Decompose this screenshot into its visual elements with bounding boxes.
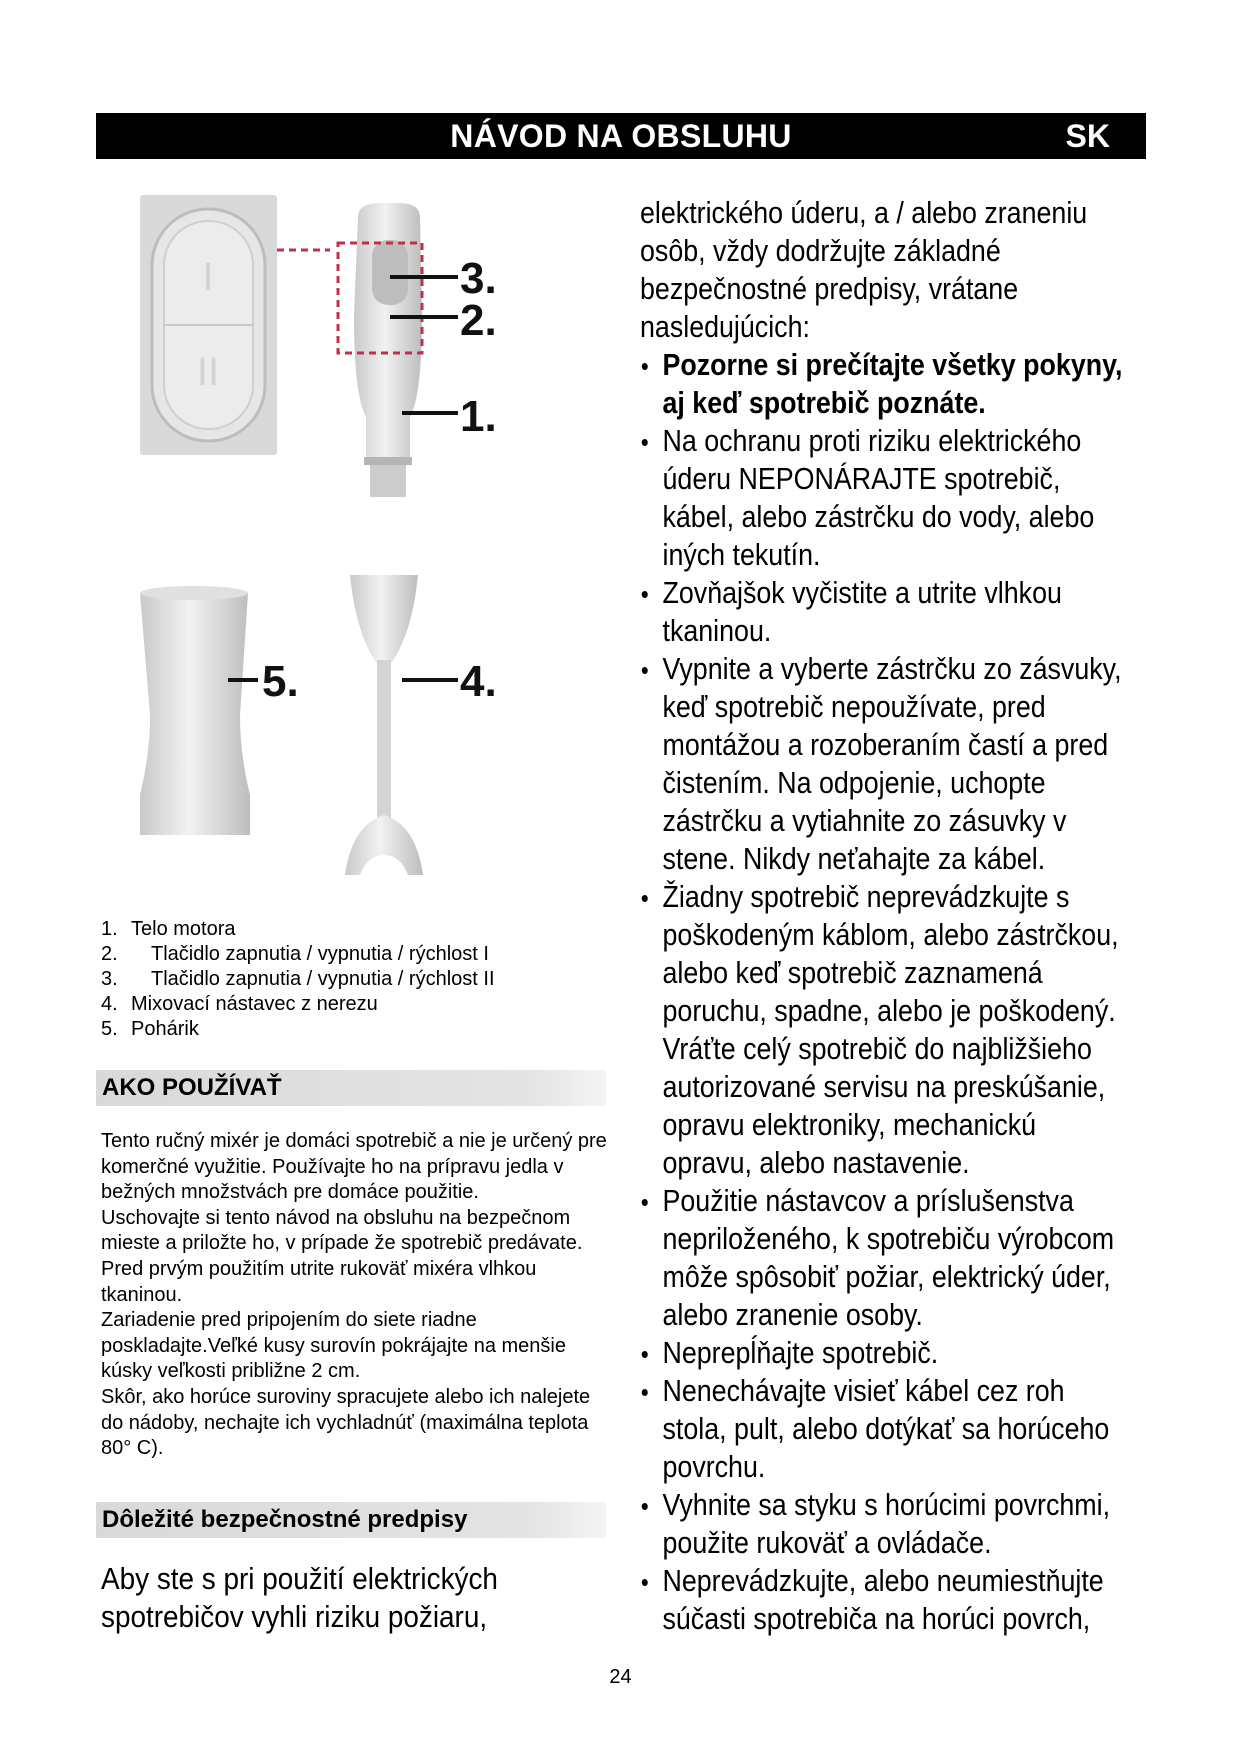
list-item-label: Tlačidlo zapnutia / vypnutia / rýchlost II: [151, 968, 495, 990]
motor-coupling: [364, 457, 412, 465]
list-item: [101, 1017, 601, 1042]
speed-two-mark: II: [196, 350, 220, 394]
safety-heading: Dôležité bezpečnostné predpisy: [96, 1502, 606, 1538]
list-item: Na ochranu proti riziku elektrického úderu NEPONÁRAJTE spotrebič, kábel, alebo zástrčku do vody, alebo iných tekutín.: [640, 422, 1124, 574]
list-item-label: Tlačidlo zapnutia / vypnutia / rýchlost I: [151, 943, 489, 965]
page-title: NÁVOD NA OBSLUHU: [450, 118, 792, 154]
list-item-label: Telo motora: [131, 918, 236, 940]
safety-lead-left: Aby ste s pri použití elektrických spotrebičov vyhli riziku požiaru,: [101, 1561, 498, 1634]
hand-blender-diagram: [140, 195, 570, 895]
list-item: Zovňajšok vyčistite a utrite vlhkou tkaninou.: [640, 574, 1124, 650]
safety-lead-right: elektrického úderu, a / alebo zraneniu osôb, vždy dodržujte základné bezpečnostné predpisy, vrátane nasledujúcich:: [640, 195, 1088, 344]
list-item: Neprepĺňajte spotrebič.: [640, 1334, 1124, 1372]
list-item-label: Pohárik: [131, 1018, 199, 1040]
list-item: [101, 967, 601, 992]
usage-paragraph: Tento ručný mixér je domáci spotrebič a nie je určený pre komerčné využitie. Používajte ho na prípravu jedla v bežných množstvách pre domáce použitie.: [101, 1130, 607, 1204]
list-item: Vyhnite sa styku s horúcimi povrchmi, použite rukoväť a ovládače.: [640, 1486, 1124, 1562]
list-item: Použitie nástavcov a príslušenstva nepriloženého, k spotrebiču výrobcom môže spôsobiť požiar, elektrický úder, alebo zranenie osoby.: [640, 1182, 1124, 1334]
list-item: [101, 942, 601, 967]
header-bar: [96, 113, 1146, 159]
list-item: Vypnite a vyberte zástrčku zo zásvuky, keď spotrebič nepoužívate, pred montážou a rozoberaním častí a pred čistením. Na odpojenie, uchopte zástrčku a vytiahnite zo zásuvky v stene. Nikdy neťahajte za kábel.: [640, 650, 1124, 878]
beaker: [140, 593, 250, 835]
usage-heading: AKO POUŽÍVAŤ: [96, 1070, 606, 1106]
attachment-shaft: [377, 660, 391, 820]
list-item-number: 2.: [101, 943, 118, 965]
product-illustration: [140, 195, 570, 895]
list-item-number: 3.: [101, 968, 118, 990]
blade-guard: [345, 815, 423, 875]
list-item-number: 1.: [101, 918, 118, 940]
list-item: Neprevádzkujte, alebo neumiestňujte súčasti spotrebiča na horúci povrch,: [640, 1562, 1124, 1638]
list-item: [101, 917, 601, 942]
list-item: [101, 992, 601, 1017]
list-item: Nenechávajte visieť kábel cez roh stola, pult, alebo dotýkať sa horúceho povrchu.: [640, 1372, 1124, 1486]
usage-text: [101, 1129, 611, 1462]
callout-label-2: 2.: [460, 296, 497, 345]
callout-label-1: 1.: [460, 392, 497, 441]
usage-paragraph: Zariadenie pred pripojením do siete riadne poskladajte.Veľké kusy surovín pokrájajte na menšie kúsky veľkosti približne 2 cm.: [101, 1309, 566, 1383]
beaker-rim: [140, 586, 248, 600]
list-item-number: 4.: [101, 993, 118, 1015]
list-item-label: Mixovací nástavec z nerezu: [131, 993, 378, 1015]
language-code: SK: [1065, 118, 1110, 154]
list-item: Pozorne si prečítajte všetky pokyny, aj keď spotrebič poznáte.: [640, 346, 1124, 422]
list-item-number: 5.: [101, 1018, 118, 1040]
safety-list: [640, 346, 1124, 1638]
page-number: 24: [609, 1666, 632, 1688]
motor-connector: [370, 465, 406, 497]
callout-label-3: 3.: [460, 254, 497, 303]
list-item: Žiadny spotrebič neprevádzkujte s poškodeným káblom, alebo zástrčkou, alebo keď spotrebič zaznamená poruchu, spadne, alebo je poškodený. Vráťte celý spotrebič do najbližšieho autorizované servisu na preskúšanie, opravu elektroniky, mechanickú opravu, alebo nastavenie.: [640, 878, 1124, 1182]
speed-one-mark: I: [202, 255, 214, 299]
attachment-top: [350, 575, 418, 665]
parts-list: [101, 917, 601, 1042]
usage-paragraph: Skôr, ako horúce suroviny spracujete alebo ich nalejete do nádoby, nechajte ich vychladnúť (maximálna teplota 80° C).: [101, 1385, 591, 1460]
usage-paragraph: Uschovajte si tento návod na obsluhu na bezpečnom mieste a priložte ho, v prípade že spotrebič predávate. Pred prvým použitím utrite rukoväť mixéra vlhkou tkaninou.: [101, 1206, 583, 1306]
callout-label-5: 5.: [262, 657, 299, 706]
safety-column: [640, 194, 1124, 1638]
callout-label-4: 4.: [460, 657, 497, 706]
speed-buttons: [372, 240, 408, 305]
